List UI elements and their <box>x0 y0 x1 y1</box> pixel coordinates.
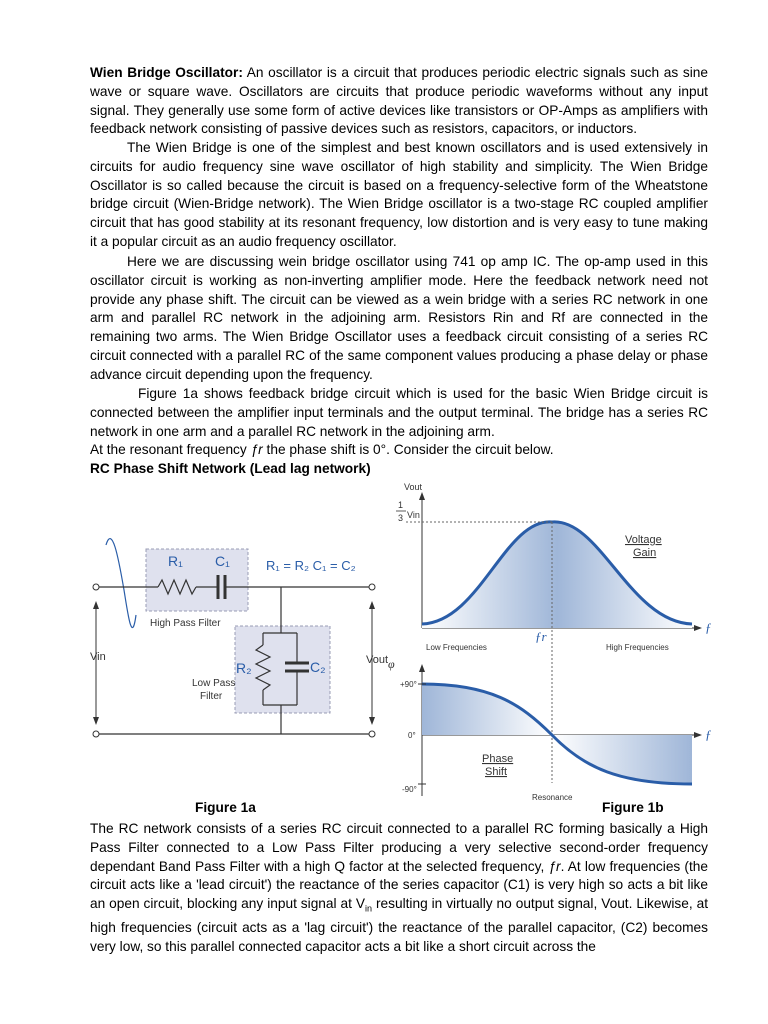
low-pass-label-1: Low Pass <box>192 678 236 689</box>
paragraph-intro <box>90 64 708 139</box>
rc-network-text-c: resulting in virtually no output signal, Vout. Likewise, at high frequencies (circuit acts as a 'lag circuit') the reactance of the parallel capacitor, (C2) becomes very low, so this parallel connected capacitor acts a bit like a short circuit across the <box>90 896 708 954</box>
input-terminal-top <box>93 584 99 590</box>
phase-shift-label-1: Phase <box>482 753 514 765</box>
caption-figure-1b: Figure 1b <box>602 800 664 815</box>
vin-subscript: in <box>365 903 373 914</box>
section-heading <box>90 460 708 479</box>
three-label: 3 <box>398 513 404 523</box>
voltage-gain-label-2: Gain <box>633 547 657 559</box>
resonant-text-b: the phase shift is 0°. Consider the circuit below. <box>262 442 554 457</box>
rc-network-text-a: The RC network consists of a series RC circuit connected to a parallel RC forming basically a High Pass Filter connected to a Low Pass Filter producing a very selective second-order frequency dependant Band Pass Filter with a high Q factor at the selected frequency, <box>90 821 708 874</box>
figure-1a-circuit <box>88 535 400 750</box>
caption-figure-1a: Figure 1a <box>195 800 256 815</box>
section-heading-text: RC Phase Shift Network (Lead lag network) <box>90 461 371 476</box>
zero-degree-label: 0° <box>408 731 416 740</box>
low-pass-label-2: Filter <box>200 691 223 702</box>
fr-symbol-2: ƒr <box>548 858 561 874</box>
intro-text: An oscillator is a circuit that produces periodic electric signals such as sine wave or square wave. Oscillators are circuits that produce periodic waveforms without any input signal. They generally use some form of active devices like transistors or OP-Amps as amplifiers with feedback network consisting of passive devices such as resistors, capacitors, or inductors. <box>90 65 708 137</box>
r2-label: R₂ <box>236 660 252 676</box>
high-pass-box <box>146 549 248 611</box>
paragraph-741 <box>90 253 708 385</box>
paragraph-figure-1a <box>90 385 708 441</box>
resonance-label: Resonance <box>532 793 573 802</box>
voltage-gain-label-1: Voltage <box>625 534 662 546</box>
rc-network-text-b: . At low frequencies (the circuit acts like a 'lead circuit') the reactance of the series capacitor (C1) is very high so acts a bit like an open circuit, blocking any input signal at V <box>90 858 708 912</box>
heading-wien-bridge: Wien Bridge Oscillator: <box>90 65 243 80</box>
high-frequencies-label: High Frequencies <box>606 643 669 652</box>
input-terminal-bottom <box>93 731 99 737</box>
paragraph-resonant <box>90 441 708 460</box>
vin-label: Vin <box>90 651 106 663</box>
low-frequencies-label: Low Frequencies <box>426 643 487 652</box>
minus-90-label: -90° <box>402 785 417 794</box>
one-label: 1 <box>398 500 404 510</box>
figure-1b-response <box>370 478 715 804</box>
fr-axis-label: ƒr <box>535 629 547 644</box>
vin-axis-label: Vin <box>407 510 420 520</box>
sine-wave-icon <box>106 539 136 628</box>
paragraph-wien-bridge <box>90 139 708 252</box>
c2-label: C₂ <box>310 659 326 675</box>
phase-shift-label-2: Shift <box>485 766 508 778</box>
component-relation-label: R₁ = R₂ C₁ = C₂ <box>266 558 356 573</box>
f-axis-label-gain: ƒ <box>705 620 712 635</box>
vout-label: Vout <box>366 654 389 666</box>
wien-bridge-text: The Wien Bridge is one of the simplest and best known oscillators and is used extensively in circuits for audio frequency sine wave oscillator of high stability and simplicity. The Wien Bridge Oscillator is so called because the circuit is based on a frequency-selective form of the Wheatstone bridge circuit (Wien-Bridge network). The Wien Bridge oscillator is a two-stage RC coupled amplifier circuit that has good stability at its resonant frequency, low distortion and is very easy to tune making it a popular circuit as an audio frequency oscillator. <box>90 140 708 249</box>
f-axis-label-phase: ƒ <box>705 727 712 742</box>
paragraph-rc-network <box>90 820 708 956</box>
plus-90-label: +90° <box>400 680 417 689</box>
fr-symbol: ƒr <box>250 442 263 457</box>
vout-axis-label: Vout <box>404 482 423 492</box>
op-amp-text: Here we are discussing wein bridge oscillator using 741 op amp IC. The op-amp used in this oscillator circuit is working as non-inverting amplifier mode. Here the feedback network need not provide any phase shift. The circuit can be viewed as a wein bridge with a series RC network in one arm and parallel RC network in the adjoining arm. Resistors Rin and Rf are connected in the remaining two arms. The Wien Bridge Oscillator uses a feedback circuit consisting of a series RC circuit connected with a parallel RC of the same component values producing a phase delay or phase advance circuit depending upon the frequency. <box>90 254 708 382</box>
resonant-text-a: At the resonant frequency <box>90 442 251 457</box>
c1-label: C₁ <box>215 553 230 569</box>
r1-label: R₁ <box>168 553 183 569</box>
high-pass-label: High Pass Filter <box>150 618 221 629</box>
phi-axis-label: φ <box>388 657 395 671</box>
figure-description-text: Figure 1a shows feedback bridge circuit which is used for the basic Wien Bridge circuit is connected between the amplifier input terminals and the output terminal. The bridge has a series RC network in one arm and a parallel RC network in the adjoining arm. <box>90 386 708 439</box>
